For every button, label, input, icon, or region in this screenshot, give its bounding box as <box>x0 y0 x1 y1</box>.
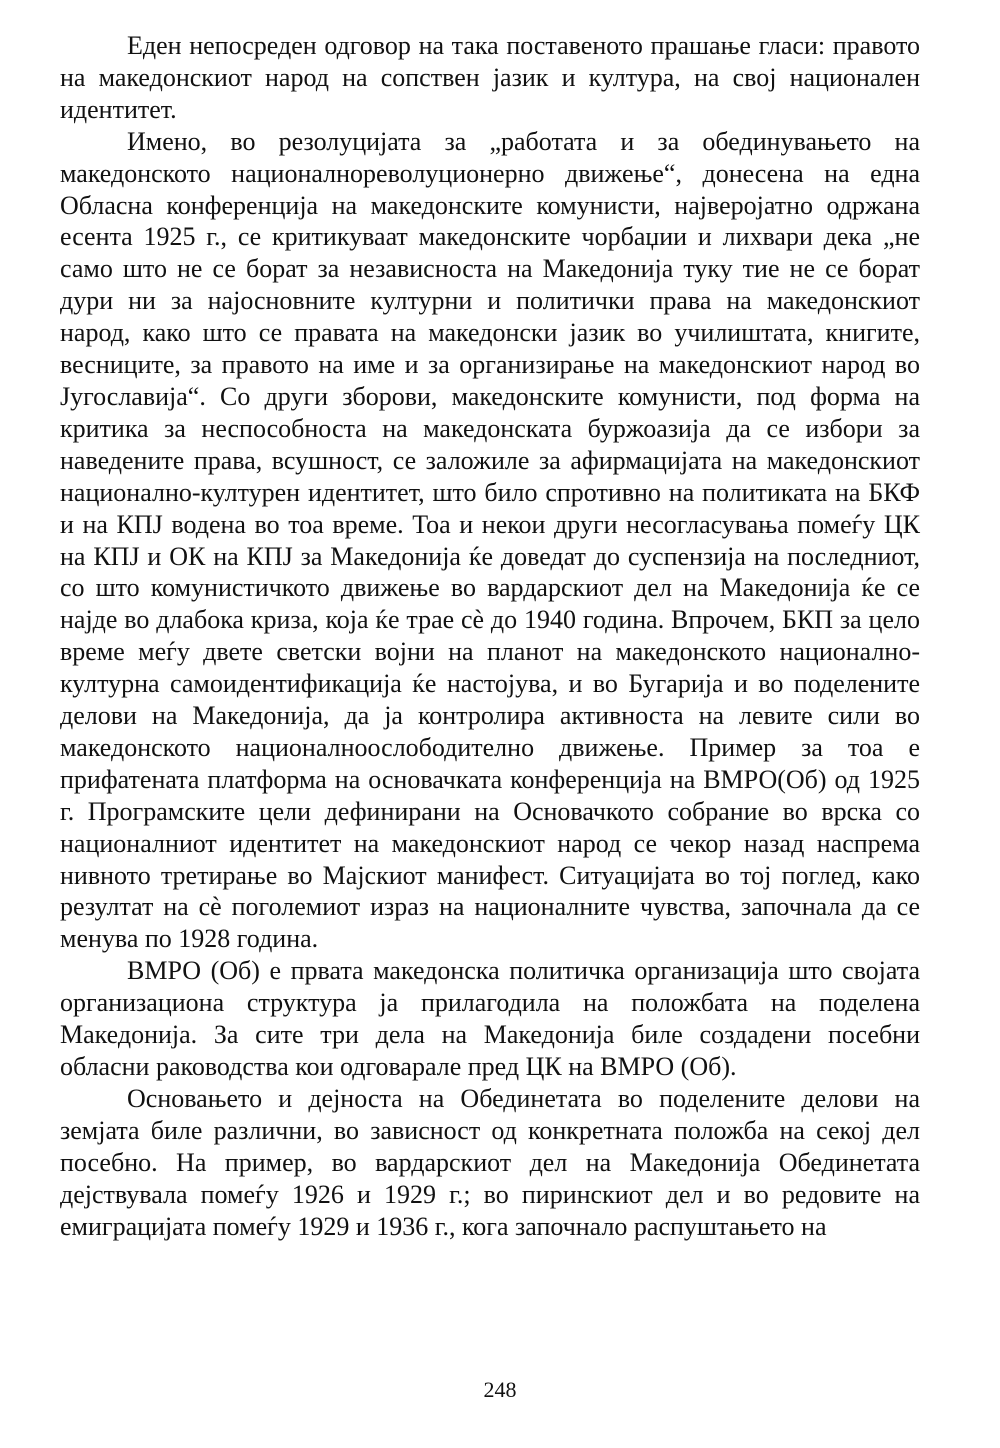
paragraph-3: ВМРО (Об) е првата македонска политичка организација што својата организациона структура ја прилагодила на положбата на поделена Македонија. За сите три дела на Македонија биле создадени посебни обласни раководства кои одговарале пред ЦК на ВМРО (Об). <box>60 956 920 1081</box>
paragraph-4: Основањето и дејноста на Обединетата во поделените делови на земјата биле различни, во зависност од конкретната положба на секој дел посебно. На пример, во вардарскиот дел на Македонија Обединетата дејствувала помеѓу 1926 и 1929 г.; во пиринскиот дел и во редовите на емиграцијата помеѓу 1929 и 1936 г., кога започнало распуштањето на <box>60 1083 920 1241</box>
page-text-body <box>60 30 920 1380</box>
paragraph-1: Еден непосреден одговор на така поставеното прашање гласи: правото на македонскиот народ на сопствен јазик и култура, на свој национален идентитет. <box>60 31 920 124</box>
paragraph-2: Имено, во резолуцијата за „работата и за обединувањето на македонското националнореволуционерно движење“, донесена на една Обласна конференција на македонските комунисти, најверојатно одржана есента 1925 г., се критикуваат македонските чорбаџии и лихвари дека „не само што не се борат за независноста на Македонија туку тие не се борат дури ни за најосновните културни и политички права на македонскиот народ, како што се правата на македонски јазик во училиштата, книгите, весниците, за правото на име и за организирање на македонскиот народ во Југославија“. Со други зборови, македонските комунисти, под форма на критика за неспособноста на македонската буржоазија да се избори за наведените права, всушност, се заложиле за афирмацијата на македонскиот национално-културен идентитет, што било спротивно на политиката на БКФ и на КПЈ водена во тоа време. Тоа и некои други несогласувања помеѓу ЦК на КПЈ и ОК на КПЈ за Македонија ќе доведат до суспензија на последниот, со што комунистичкото движење во вардарскиот дел на Македонија ќе се најде во длабока криза, која ќе трае сè до 1940 година. Впрочем, БКП за цело време меѓу двете светски војни на планот на македонското национално-културна самоидентификација ќе настојува, и во Бугарија и во поделените делови на Македонија, да ја контролира активноста на левите сили во македонското националноослободително движење. Пример за тоа е прифатената платформа на основачката конференција на ВМРО(Об) од 1925 г. Програмските цели дефинирани на Основачкото собрание во врска со националниот идентитет на македонскиот народ се чекор назад наспрема нивното третирање во Мајскиот манифест. Ситуацијата во тој поглед, како резултат на сè поголемиот израз на националните чувства, започнала да се менува по 1928 година. <box>60 126 920 954</box>
page-number: 248 <box>483 1377 517 1402</box>
